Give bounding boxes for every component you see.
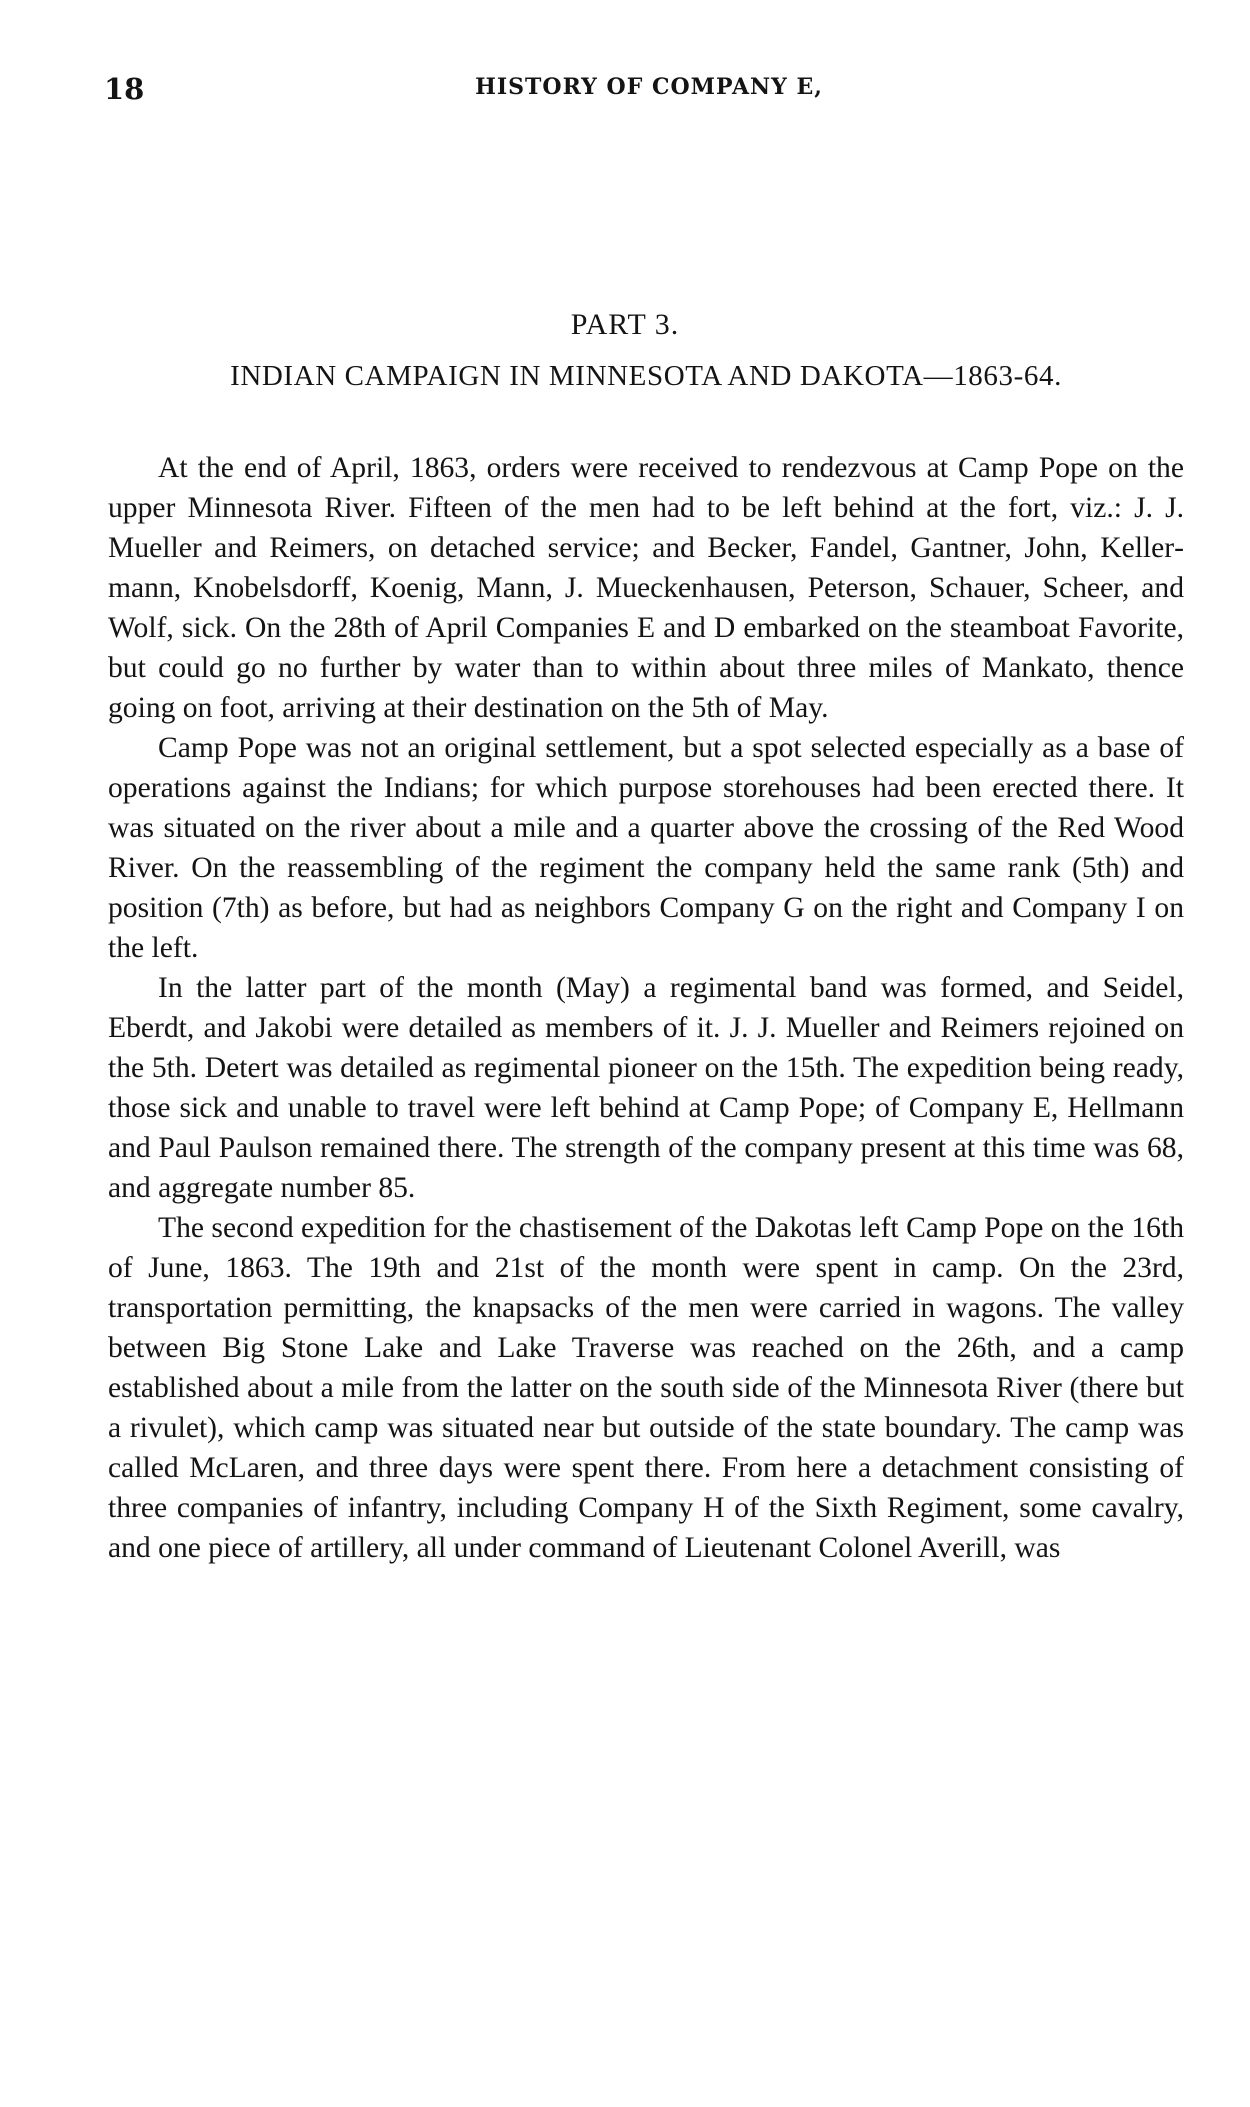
section-heading: INDIAN CAMPAIGN IN MINNESOTA AND DAKOTA—1863-64.	[230, 360, 1062, 392]
body-text	[108, 448, 1184, 1568]
running-head	[104, 72, 1184, 112]
paragraph-rendezvous: At the end of April, 1863, orders were received to rendezvous at Camp Pope on the upper Minnesota River. Fifteen of the men had to be left behind at the fort, viz.: J. J. Mueller and Reimers, on detached service; and Becker, Fandel, Gantner, John, Kellermann, Knobelsdorff, Koenig, Mann, J. Mueckenhausen, Peterson, Schauer, Scheer, and Wolf, sick. On the 28th of April Companies E and D embarked on the steamboat Favorite, but could go no further by water than to within about three miles of Mankato, thence going on foot, arriving at their destination on the 5th of May.	[108, 452, 1184, 724]
running-title: HISTORY OF COMPANY E,	[475, 74, 823, 100]
paragraph-camp-pope: Camp Pope was not an original settlement, but a spot selected especially as a base of operations against the Indians; for which purpose storehouses had been erected there. It was situated on the river about a mile and a quarter above the crossing of the Red Wood River. On the reassembling of the regiment the company held the same rank (5th) and position (7th) as before, but had as neighbors Company G on the right and Company I on the left.	[108, 732, 1184, 964]
paragraph-regimental-band: In the latter part of the month (May) a regimental band was formed, and Seidel, Eberdt, and Jakobi were detailed as members of it. J. J. Mueller and Reimers rejoined on the 5th. Detert was detailed as regimental pioneer on the 15th. The expedition being ready, those sick and unable to travel were left behind at Camp Pope; of Company E, Hellmann and Paul Paulson remained there. The strength of the company present at this time was 68, and aggregate number 85.	[108, 972, 1184, 1204]
paragraph-second-expedition: The second expedition for the chastisement of the Dakotas left Camp Pope on the 16th of June, 1863. The 19th and 21st of the month were spent in camp. On the 23rd, transportation permitting, the knapsacks of the men were carried in wagons. The valley between Big Stone Lake and Lake Traverse was reached on the 26th, and a camp established about a mile from the latter on the south side of the Minnesota River (there but a rivulet), which camp was situated near but outside of the state boundary. The camp was called McLaren, and three days were spent there. From here a detachment consisting of three companies of infantry, including Company H of the Sixth Regiment, some cavalry, and one piece of artillery, all under command of Lieutenant Colonel Averill, was	[108, 1212, 1184, 1564]
page-number: 18	[104, 72, 145, 106]
part-heading: PART 3.	[570, 308, 680, 341]
